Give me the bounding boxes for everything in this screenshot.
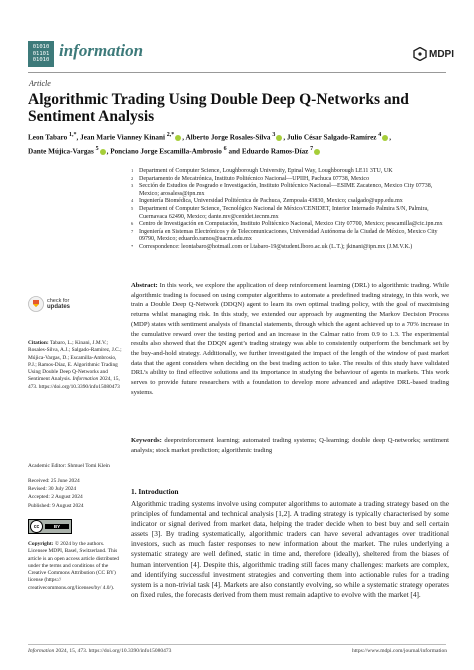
affiliation-list <box>131 168 451 252</box>
author-sup: 6 <box>223 146 227 153</box>
author-sup: 4 <box>378 132 382 138</box>
author-sup: 7 <box>310 146 314 153</box>
author-name: Eduardo Ramos-Díaz <box>241 147 309 156</box>
logo-line: 01010 <box>32 57 50 64</box>
affiliation-number: * <box>131 243 134 249</box>
affiliation-number: 1 <box>131 168 134 173</box>
revised-date: Revised: 30 July 2024 <box>28 486 77 493</box>
citation-label: Citation: <box>28 340 49 346</box>
affiliation-number: 3 <box>131 183 134 189</box>
affiliation-number: 2 <box>131 175 134 181</box>
affiliation-text: Ingeniería Biomédica, Universidad Politécnica de Pachuca, Zempoala 43830, Mexico; csalgado@upp.edu.mx <box>139 198 403 205</box>
footer-divider <box>28 644 446 645</box>
cc-by-license-badge[interactable] <box>28 519 72 534</box>
author-name: Leon Tabaro <box>28 133 68 142</box>
affiliation <box>131 221 451 229</box>
article-type: Article <box>29 79 51 88</box>
check-updates-line1: check for <box>47 298 70 304</box>
author-name: Julio César Salgado-Ramírez <box>286 133 377 142</box>
publisher-name: MDPI <box>429 48 454 60</box>
abstract <box>131 281 449 397</box>
author-sup: 5 <box>95 146 99 153</box>
citation-rest[interactable]: 2024, 15, 473. https://doi.org/10.3390/info15080473 <box>28 376 120 390</box>
author-name: Dante Mújica-Vargas <box>28 147 94 156</box>
journal-logo <box>28 41 54 67</box>
affiliation-number: 5 <box>131 205 134 211</box>
paper-title: Algorithmic Trading Using Double Deep Q-Networks and Sentiment Analysis <box>28 91 409 125</box>
author-list: Leon Tabaro $^{1,*}$, Jean Marie Vianney Kinani $^{2,*}$ , Alberto Jorge Rosales-Silva $^3$ , Julio César Salgado-Ramírez $^4$ , Dante Mújica-Vargas $^5$ , Ponciano Jorge Escamilla-Ambrosio $^6$ and Eduardo Ramos-Díaz $^7$ <box>28 132 392 156</box>
orcid-icon[interactable] <box>314 149 320 155</box>
author-name: Alberto Jorge Rosales-Silva <box>185 133 271 142</box>
footer-journal: Information <box>28 648 55 654</box>
author-name: Ponciano Jorge Escamilla-Ambrosio <box>110 147 222 156</box>
footer-journal-url[interactable]: https://www.mdpi.com/journal/information <box>352 648 447 654</box>
copyright-label: Copyright: <box>28 541 54 547</box>
orcid-icon[interactable] <box>382 135 388 141</box>
correspondence <box>131 244 451 252</box>
section-heading: 1. Introduction <box>131 487 179 496</box>
publication-dates <box>28 477 124 510</box>
citation-journal: Information <box>72 376 99 383</box>
abstract-text: In this work, we explore the application of deep reinforcement learning (DRL) to algorithmic trading. While algorithmic trading is focused on using computer algorithms to automate a predefined trading strategy, in this work, we train a Double Deep Q-Network (DDQN) agent to learn its own optimal trading policy, with the goal of maximising returns whilst managing risk. In this study, we extended our approach by augmenting the Markov Decision Process (MDP) states with sentiment analysis of financial statements, through which the agent achieved up to a 70% increase in the cumulative reward over the testing period and an increase in the Calmar ratio from 0.9 to 1.3. The experimental results also showed that the DDQN agent’s trading strategy was able to consistently outperform the benchmark set by the buy-and-hold strategy. Additionally, we further investigated the impact of the length of the window of past market data that the agent considers when deciding on the best trading action to take. The results of this study have validated DRL’s ability to find effective solutions and its importance in studying the behaviour of agents in markets. This work serves to provide future researchers with a foundation to develop more advanced and adaptive DRL-based trading systems. <box>131 282 450 396</box>
logo-line: 01101 <box>32 50 50 57</box>
citation-text: Tabaro, L.; Kinani, J.M.V.; Rosales-Silva, A.J.; Salgado-Ramírez, J.C.; Mújica-Vargas, D.; Escamilla-Ambrosio, P.J.; Ramos-Díaz, E. Algorithmic Trading Using Double Deep Q-Networks and Sentiment Analysis. <box>28 340 122 383</box>
affiliation-text: Ingeniería en Sistemas Electrónicos y de Telecomunicaciones, Universidad Autónoma de la Ciudad de México, Mexico City 09790, Mexico; eduardo.ramos@uacm.edu.mx <box>139 228 438 243</box>
copyright-notice <box>28 541 124 592</box>
author-sup: 3 <box>272 132 276 138</box>
affiliation-text: Department of Computer Science, Loughborough University, Epinal Way, Loughborough LE11 3TU, UK <box>139 168 393 174</box>
by-icon: BY <box>45 524 69 529</box>
introduction-paragraph: Algorithmic trading systems involve using computer algorithms to automate a trading strategy based on the principles of fundamental and technical analysis [1,2]. A trading strategy is typically characterised by some indicator or signal derived from market data, helping the trader decide when to best buy and sell certain assets [3]. By trading systematically, algorithmic traders can have several advantages over traditional investors, such as much faster responses to new information about the market. The rules underlying a systematic strategy are well defined, static in time and, therefore (ideally), sheltered from the biases of human intervention [4]. Despite this, algorithmic trading still faces many challenges: markets are complex, and identifying successful investment strategies and converting them into actionable rules for a trading system is a non-trivial task [4]. Markets are also constantly evolving, so while a systematic strategy operates on fixed rules, the forecasts derived from them must remain adaptive to evolve with the market [4]. <box>131 499 449 599</box>
affiliation-text: Departamento de Mecatrónica, Instituto Politécnico Nacional—UPIIH, Pachuca 07738, Mexico <box>139 175 370 182</box>
author-sup: 1,* <box>69 132 77 138</box>
orcid-icon[interactable] <box>276 135 282 141</box>
copyright-text: © 2024 by the authors. Licensee MDPI, Basel, Switzerland. This article is an open access article distributed under the terms and conditions of the Creative Commons Attribution (CC BY) license (https:// creativecommons.org/licenses/by/ 4.0/). <box>28 541 120 591</box>
check-updates-icon <box>28 296 44 312</box>
journal-name: information <box>59 41 144 60</box>
affiliation-text: Department of Computer Science, Tecnológico Nacional de México/CENIDET, Interior Internado Palmira S/N, Palmira, Cuernavaca 62490, Mexico; dante.mv@cenidet.tecnm.mx <box>139 205 429 220</box>
footer-doi[interactable]: 2024, 15, 473. https://doi.org/10.3390/info15080473 <box>55 648 172 654</box>
check-updates-line2: updates <box>47 304 71 310</box>
affiliation-number: 6 <box>131 221 134 227</box>
affiliation <box>131 229 451 244</box>
affiliation-number: 4 <box>131 198 134 204</box>
affiliation <box>131 206 451 221</box>
affiliation <box>131 183 451 198</box>
author-name: Jean Marie Vianney Kinani <box>80 133 165 142</box>
orcid-icon[interactable] <box>100 149 106 155</box>
affiliation-text: Sección de Estudios de Posgrado e Investigación, Instituto Politécnico Nacional—ESIME Zacatenco, Mexico City 07738, Mexico; arosaless@ipn.mx <box>139 183 433 197</box>
author-sup: 2,* <box>166 132 175 138</box>
header-divider <box>28 72 446 73</box>
affiliation <box>131 168 451 176</box>
affiliation <box>131 176 451 184</box>
check-for-updates-badge[interactable] <box>28 296 70 312</box>
check-updates-text <box>47 298 70 310</box>
academic-editor: Academic Editor: Shmuel Tomi Klein <box>28 463 110 469</box>
orcid-icon[interactable] <box>175 135 181 141</box>
published-date: Published: 9 August 2024 <box>28 502 84 509</box>
accepted-date: Accepted: 2 August 2024 <box>28 494 83 501</box>
keywords-text: deepreinforcement learning; automated trading systems; Q-learning; double deep Q-networks; sentiment analysis; stock market prediction; algorithmic trading <box>131 437 450 454</box>
publisher-logo <box>413 47 454 61</box>
keywords-label: Keywords: <box>131 437 162 444</box>
affiliation-text: Centro de Investigación en Computación, Instituto Politécnico Nacional, Mexico City 07700, Mexico; pescamilla@cic.ipn.mx <box>139 221 443 228</box>
mdpi-logo-icon <box>413 47 427 61</box>
abstract-label: Abstract: <box>131 282 158 289</box>
citation-block <box>28 340 124 391</box>
cc-icon: cc <box>30 520 43 533</box>
logo-line: 01010 <box>32 44 50 51</box>
affiliation-text: Correspondence: leontabaro@hotmail.com or l.tabaro-19@student.lboro.ac.uk (L.T.); jkinani@ipn.mx (J.M.V.K.) <box>139 243 413 250</box>
received-date: Received: 25 June 2024 <box>28 478 80 484</box>
footer-citation <box>28 648 171 654</box>
affiliation <box>131 198 451 206</box>
keywords <box>131 436 449 455</box>
affiliation-number: 7 <box>131 228 134 234</box>
